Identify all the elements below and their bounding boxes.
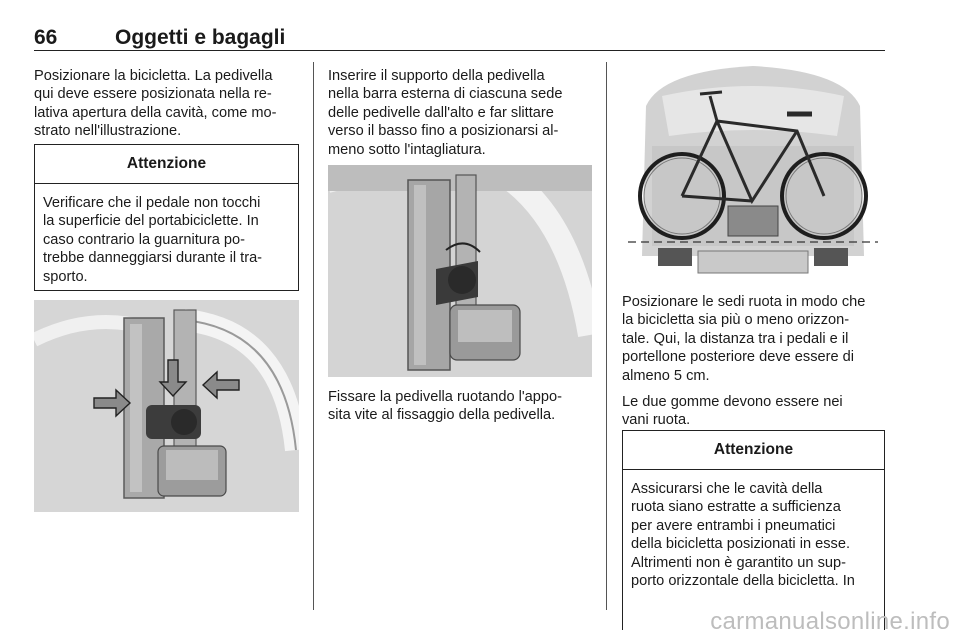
text-line: caso contrario la guarnitura po- <box>43 231 245 248</box>
section-title: Oggetti e bagagli <box>115 26 286 49</box>
text-line: strato nell'illustrazione. <box>34 123 182 140</box>
text-line: meno sotto l'intagliatura. <box>328 141 486 158</box>
text-line: vani ruota. <box>622 412 691 429</box>
text-line: nella barra esterna di ciascuna sede <box>328 86 563 103</box>
text-line: per avere entrambi i pneumatici <box>631 517 836 534</box>
paragraph <box>622 393 890 430</box>
text-line: sporto. <box>43 268 88 285</box>
text-line: Assicurarsi che le cavità della <box>631 481 823 497</box>
column-divider-1 <box>313 62 314 610</box>
text-line: della bicicletta posizionati in esse. <box>631 536 851 553</box>
text-line: Posizionare le sedi ruota in modo che <box>622 294 866 310</box>
text-line: lativa apertura della cavità, come mo- <box>34 104 277 121</box>
page-number: 66 <box>34 26 58 49</box>
caution-title: Attenzione <box>623 431 884 470</box>
text-line: Altrimenti non è garantito un sup- <box>631 554 846 571</box>
column1-intro <box>34 67 302 141</box>
text-line: la bicicletta sia più o meno orizzon- <box>622 312 850 329</box>
text-line: almeno 5 cm. <box>622 367 710 384</box>
text-line: Inserire il supporto della pedivella <box>328 68 545 84</box>
caution-box-1 <box>34 144 299 291</box>
column2-after <box>328 388 596 425</box>
column-divider-2 <box>606 62 607 610</box>
text-line: la superficie del portabiciclette. In <box>43 213 259 230</box>
text-line: Posizionare la bicicletta. La pedivella <box>34 68 273 84</box>
paragraph <box>622 293 890 385</box>
text-line: Fissare la pedivella ruotando l'appo- <box>328 389 562 405</box>
page-header <box>34 26 885 51</box>
column3-text <box>622 293 890 438</box>
caution-box-2 <box>622 430 885 630</box>
caution-body <box>35 184 298 294</box>
text-line: Le due gomme devono essere nei <box>622 394 843 411</box>
illustration-pedal-placement <box>34 300 299 512</box>
illustration-bike-on-carrier <box>622 66 884 276</box>
text-line: sita vite al fissaggio della pedivella. <box>328 407 556 424</box>
text-line: qui deve essere posizionata nella re- <box>34 86 272 103</box>
illustration-crank-holder <box>328 165 592 377</box>
caution-body <box>623 470 884 598</box>
text-line: verso il basso fino a posizionarsi al- <box>328 123 559 140</box>
text-line: delle pedivelle dall'alto e far slittare <box>328 104 554 121</box>
text-line: ruota siano estratte a sufficienza <box>631 499 841 516</box>
text-line: porto orizzontale della bicicletta. In <box>631 573 855 590</box>
column2-intro <box>328 67 596 159</box>
caution-title: Attenzione <box>35 145 298 184</box>
text-line: Verificare che il pedale non tocchi <box>43 195 261 211</box>
text-line: trebbe danneggiarsi durante il tra- <box>43 250 263 267</box>
text-line: portellone posteriore deve essere di <box>622 349 855 366</box>
text-line: tale. Qui, la distanza tra i pedali e il <box>622 330 849 347</box>
watermark: carmanualsonline.info <box>710 608 950 635</box>
